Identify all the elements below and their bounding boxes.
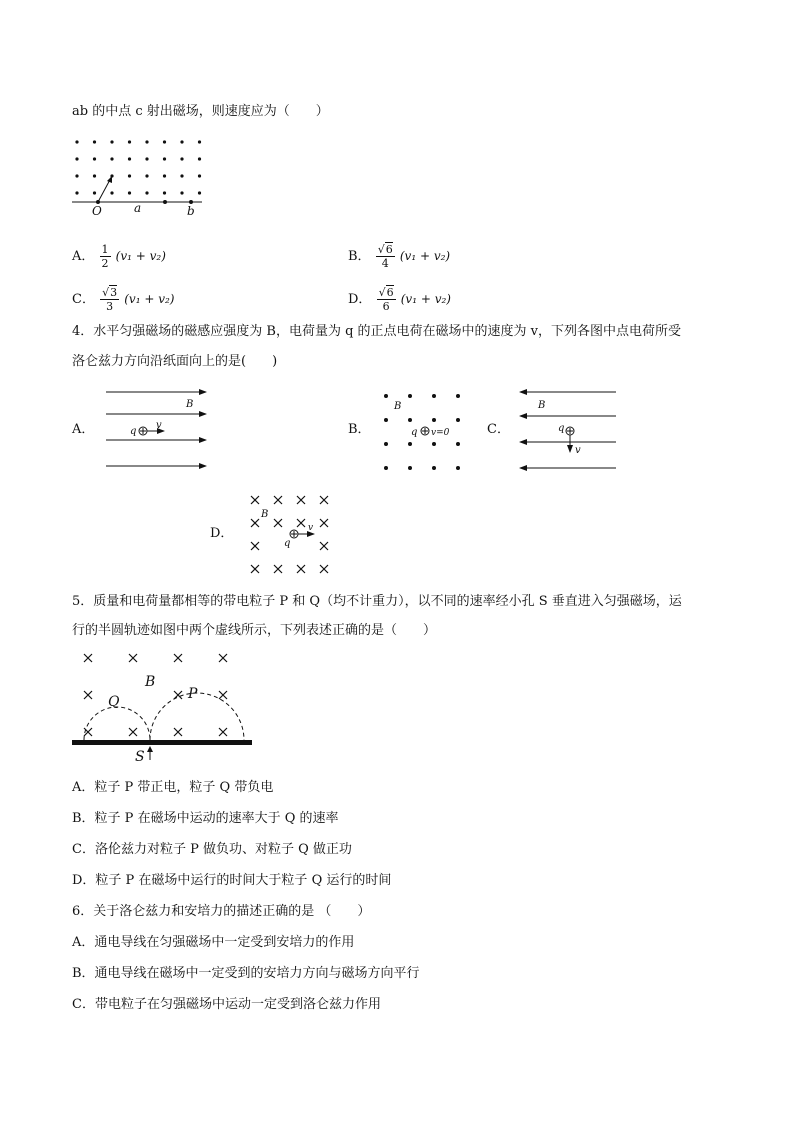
field-dot xyxy=(110,191,113,194)
field-dot xyxy=(128,191,131,194)
field-dot xyxy=(128,174,131,177)
q3-option-a[interactable]: A． $\frac{1}{2}$ (v₁ + v₂) xyxy=(72,243,166,270)
field-cross xyxy=(219,691,227,699)
svg-text:q: q xyxy=(284,538,291,549)
field-dot xyxy=(110,140,113,143)
field-dot xyxy=(163,174,166,177)
svg-text:q: q xyxy=(558,423,565,434)
field-dot xyxy=(145,140,148,143)
field-dot xyxy=(408,418,412,422)
field-dot xyxy=(163,140,166,143)
q4-stem-line2: 洛仑兹力方向沿纸面向上的是( ) xyxy=(72,354,278,369)
field-cross xyxy=(274,565,282,573)
field-dot xyxy=(110,157,113,160)
q5-option-b[interactable]: B．粒子 P 在磁场中运动的速率大于 Q 的速率 xyxy=(72,811,339,826)
label-o: O xyxy=(92,204,102,218)
field-cross xyxy=(274,519,282,527)
label-a: a xyxy=(134,201,142,215)
field-dot xyxy=(180,191,183,194)
svg-text:v=0: v=0 xyxy=(431,428,450,438)
svg-text:q: q xyxy=(411,427,418,438)
field-dot xyxy=(456,394,460,398)
q4-option-c-label[interactable]: C． xyxy=(487,422,510,437)
q3-stem: ab 的中点 c 射出磁场，则速度应为（ ） xyxy=(72,104,329,119)
q3-option-d[interactable]: D． $\frac{√6}{6}$ (v₁ + v₂) xyxy=(348,286,451,313)
field-cross xyxy=(174,691,182,699)
field-dot xyxy=(93,140,96,143)
svg-text:B: B xyxy=(145,674,156,690)
q6-option-a[interactable]: A．通电导线在匀强磁场中一定受到安培力的作用 xyxy=(72,935,355,950)
svg-text:B: B xyxy=(394,401,402,412)
field-dot xyxy=(180,140,183,143)
magnetic-field-dots xyxy=(75,140,201,194)
field-dot xyxy=(75,191,78,194)
field-cross xyxy=(174,728,182,736)
field-dot xyxy=(128,140,131,143)
field-dot xyxy=(93,191,96,194)
field-dot xyxy=(432,418,436,422)
q6-option-b[interactable]: B．通电导线在磁场中一定受到的安培力方向与磁场方向平行 xyxy=(72,966,420,981)
field-dot xyxy=(432,442,436,446)
field-cross xyxy=(251,496,259,504)
q4-option-b-label[interactable]: B． xyxy=(348,422,371,437)
field-cross xyxy=(297,496,305,504)
plate xyxy=(72,740,252,745)
q3-figure xyxy=(72,136,212,218)
field-dot xyxy=(456,466,460,470)
field-cross xyxy=(297,565,305,573)
q4-option-a-label[interactable]: A． xyxy=(72,422,95,437)
field-cross xyxy=(320,565,328,573)
q5-option-c[interactable]: C．洛伦兹力对粒子 P 做负功、对粒子 Q 做正功 xyxy=(72,842,352,857)
field-dot xyxy=(145,174,148,177)
field-dot xyxy=(408,442,412,446)
field-dot xyxy=(408,394,412,398)
trajectory-q xyxy=(84,707,150,740)
label-b: b xyxy=(187,204,195,218)
svg-text:q: q xyxy=(130,426,137,437)
field-dot xyxy=(384,394,388,398)
q5-stem-line1: 5．质量和电荷量都相等的带电粒子 P 和 Q（均不计重力），以不同的速率经小孔 S 垂直进入匀强磁场，运 xyxy=(72,594,682,609)
field-dot xyxy=(145,157,148,160)
q4-stem-line1: 4．水平匀强磁场的磁感应强度为 B，电荷量为 q 的正点电荷在磁场中的速度为 v，下列各图中点电荷所受 xyxy=(72,324,682,339)
q5-option-a[interactable]: A．粒子 P 带正电，粒子 Q 带负电 xyxy=(72,780,274,795)
field-cross xyxy=(320,542,328,550)
field-cross xyxy=(219,728,227,736)
field-cross xyxy=(84,691,92,699)
q4-figure-a xyxy=(106,388,216,472)
field-cross xyxy=(251,565,259,573)
field-cross xyxy=(320,519,328,527)
q4-figure-d xyxy=(246,492,336,576)
field-dot xyxy=(180,174,183,177)
field-cross xyxy=(297,519,305,527)
field-dot xyxy=(198,157,201,160)
field-cross xyxy=(274,496,282,504)
field-dot xyxy=(75,174,78,177)
field-dot xyxy=(432,394,436,398)
field-cross xyxy=(251,519,259,527)
field-dot xyxy=(198,140,201,143)
field-cross xyxy=(84,654,92,662)
svg-text:Q: Q xyxy=(108,694,120,710)
q6-option-c[interactable]: C．带电粒子在匀强磁场中运动一定受到洛仑兹力作用 xyxy=(72,997,381,1012)
field-dot xyxy=(384,442,388,446)
q5-option-d[interactable]: D．粒子 P 在磁场中运行的时间大于粒子 Q 运行的时间 xyxy=(72,873,392,888)
svg-text:P: P xyxy=(188,686,198,702)
svg-text:S: S xyxy=(135,749,145,765)
svg-text:v: v xyxy=(308,523,314,533)
q5-figure xyxy=(72,648,254,766)
point-c xyxy=(163,200,167,204)
q6-stem: 6．关于洛仑兹力和安培力的描述正确的是 （ ） xyxy=(72,904,371,919)
svg-text:v: v xyxy=(575,445,581,456)
field-cross xyxy=(174,654,182,662)
field-dot xyxy=(384,418,388,422)
field-dot xyxy=(93,174,96,177)
q4-figure-b xyxy=(380,390,470,472)
q4-option-d-label[interactable]: D． xyxy=(210,526,234,541)
field-dot xyxy=(198,174,201,177)
field-cross xyxy=(219,654,227,662)
field-dot xyxy=(408,466,412,470)
q3-option-c[interactable]: C． $\frac{√3}{3}$ (v₁ + v₂) xyxy=(72,286,175,313)
field-cross xyxy=(320,496,328,504)
q4-figure-c xyxy=(518,388,618,472)
field-dot xyxy=(163,157,166,160)
field-cross xyxy=(129,654,137,662)
velocity-arrowhead xyxy=(107,176,112,183)
field-dot xyxy=(93,157,96,160)
svg-text:B: B xyxy=(538,400,546,411)
svg-text:B: B xyxy=(261,509,269,520)
magnetic-field-crosses xyxy=(84,654,227,736)
field-dot xyxy=(75,140,78,143)
field-dot xyxy=(128,157,131,160)
field-dot xyxy=(75,157,78,160)
field-dot xyxy=(180,157,183,160)
field-dot xyxy=(198,191,201,194)
svg-text:B: B xyxy=(186,399,194,410)
q3-option-b[interactable]: B． $\frac{√6}{4}$ (v₁ + v₂) xyxy=(348,243,451,270)
q5-stem-line2: 行的半圆轨迹如图中两个虚线所示，下列表述正确的是（ ） xyxy=(72,623,437,638)
field-dot xyxy=(145,191,148,194)
field-cross xyxy=(129,728,137,736)
field-dot xyxy=(456,418,460,422)
field-cross xyxy=(251,542,259,550)
magnetic-field-crosses xyxy=(251,496,328,573)
field-dot xyxy=(163,191,166,194)
field-dot xyxy=(432,466,436,470)
field-dot xyxy=(384,466,388,470)
field-dot xyxy=(456,442,460,446)
svg-text:v: v xyxy=(156,420,162,431)
